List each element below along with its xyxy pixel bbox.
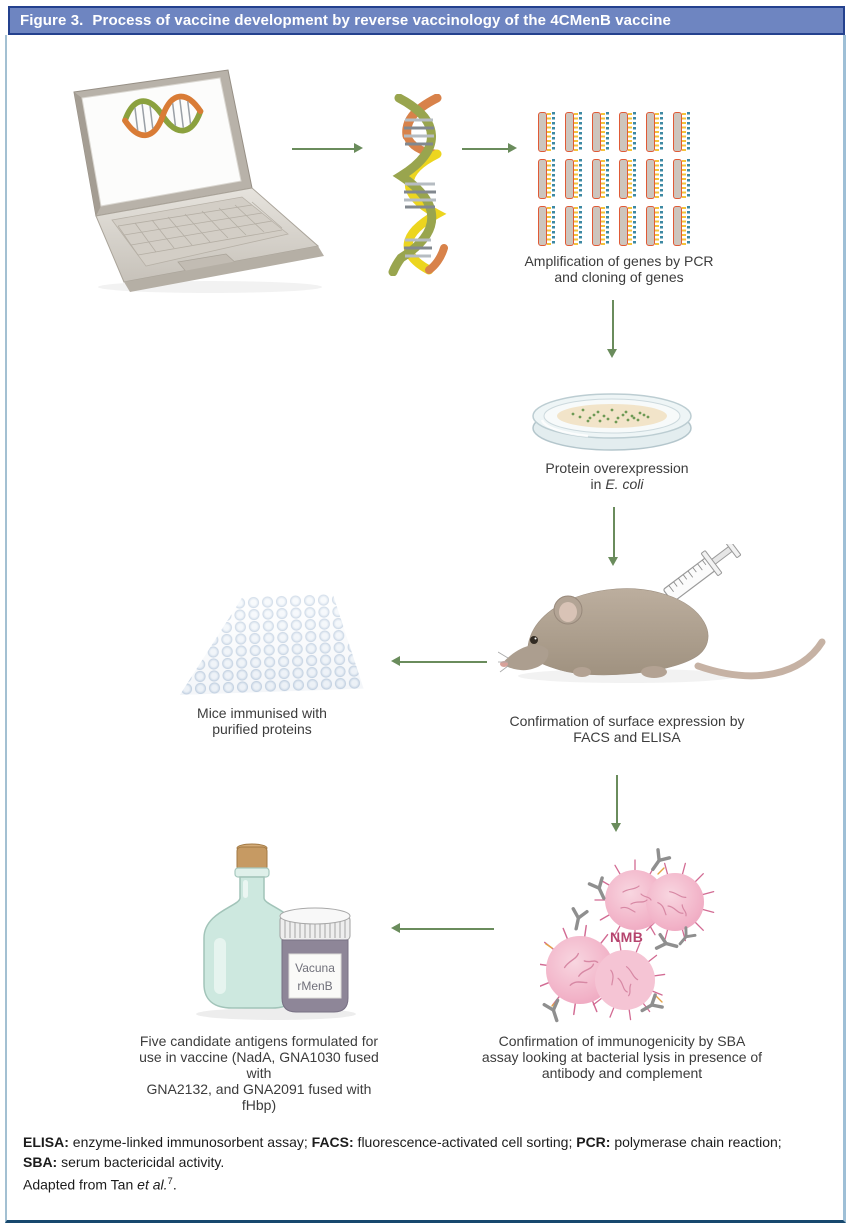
petri-dish-icon [528,374,696,454]
arrow-right-icon [462,148,508,150]
gene-strip [592,206,609,246]
figure-title-bar [8,6,845,35]
caption-surface-expression: Confirmation of surface expression by FACS and ELISA [509,713,745,745]
gene-strip [538,159,555,199]
arrow-down-icon [612,300,614,349]
vaccine-bottles-icon [192,842,364,1022]
gene-strip [565,112,582,152]
laptop-dna-icon [60,66,332,294]
gene-strip [673,159,690,199]
arrow-right-icon [292,148,354,150]
gene-strip [619,159,636,199]
gene-strip [619,112,636,152]
caption-formulation: Five candidate antigens formulated for use in vaccine (NadA, GNA1030 fused with GNA2132, and GNA2091 fused with fHbp) [139,1033,379,1113]
caption-immunogenicity: Confirmation of immunogenicity by SBA assay looking at bacterial lysis in presence of antibody and complement [481,1033,763,1081]
gene-strip [646,159,663,199]
arrow-left-icon [400,928,494,930]
gene-strip [565,159,582,199]
figure-footnotes [23,1133,818,1195]
gene-strip [673,206,690,246]
figure-number: Figure 3. [20,12,84,29]
caption-amplification: Amplification of genes by PCR and cloning of genes [524,253,714,285]
gene-strips-icon [538,112,690,246]
jar-label-line2: rMenB [297,979,333,993]
source-line: Adapted from Tan et al.$^7$. [23,1176,177,1193]
figure-title: Process of vaccine development by reverse vaccinology of the 4CMenB vaccine [92,12,671,29]
antibody-y-icon [657,935,679,953]
abbreviation-line-1: ELISA: enzyme-linked immunosorbent assay; FACS: fluorescence-activated cell sorting; PCR: polymerase chain reaction; [23,1134,782,1150]
mouse-syringe-icon [498,544,830,710]
gene-strip [619,206,636,246]
caption-mice-immunised: Mice immunised with purified proteins [197,705,327,737]
gene-strip [592,159,609,199]
jar-label-line1: Vacuna [295,961,335,975]
nmb-label: NMB [610,929,644,945]
arrow-down-icon [616,775,618,823]
gene-strip [673,112,690,152]
gene-strip [646,112,663,152]
arrow-left-icon [400,661,487,663]
bacteria-antibodies-icon [540,848,718,1026]
gene-strip [538,206,555,246]
gene-strip [538,112,555,152]
gene-strip [565,206,582,246]
dna-helix-icon [383,94,455,276]
antibody-y-icon [569,909,587,930]
gene-strip [646,206,663,246]
abbreviation-line-2: SBA: serum bactericidal activity. [23,1153,225,1170]
caption-overexpression: Protein overexpression in E. coli [545,460,689,492]
gene-strip [592,112,609,152]
